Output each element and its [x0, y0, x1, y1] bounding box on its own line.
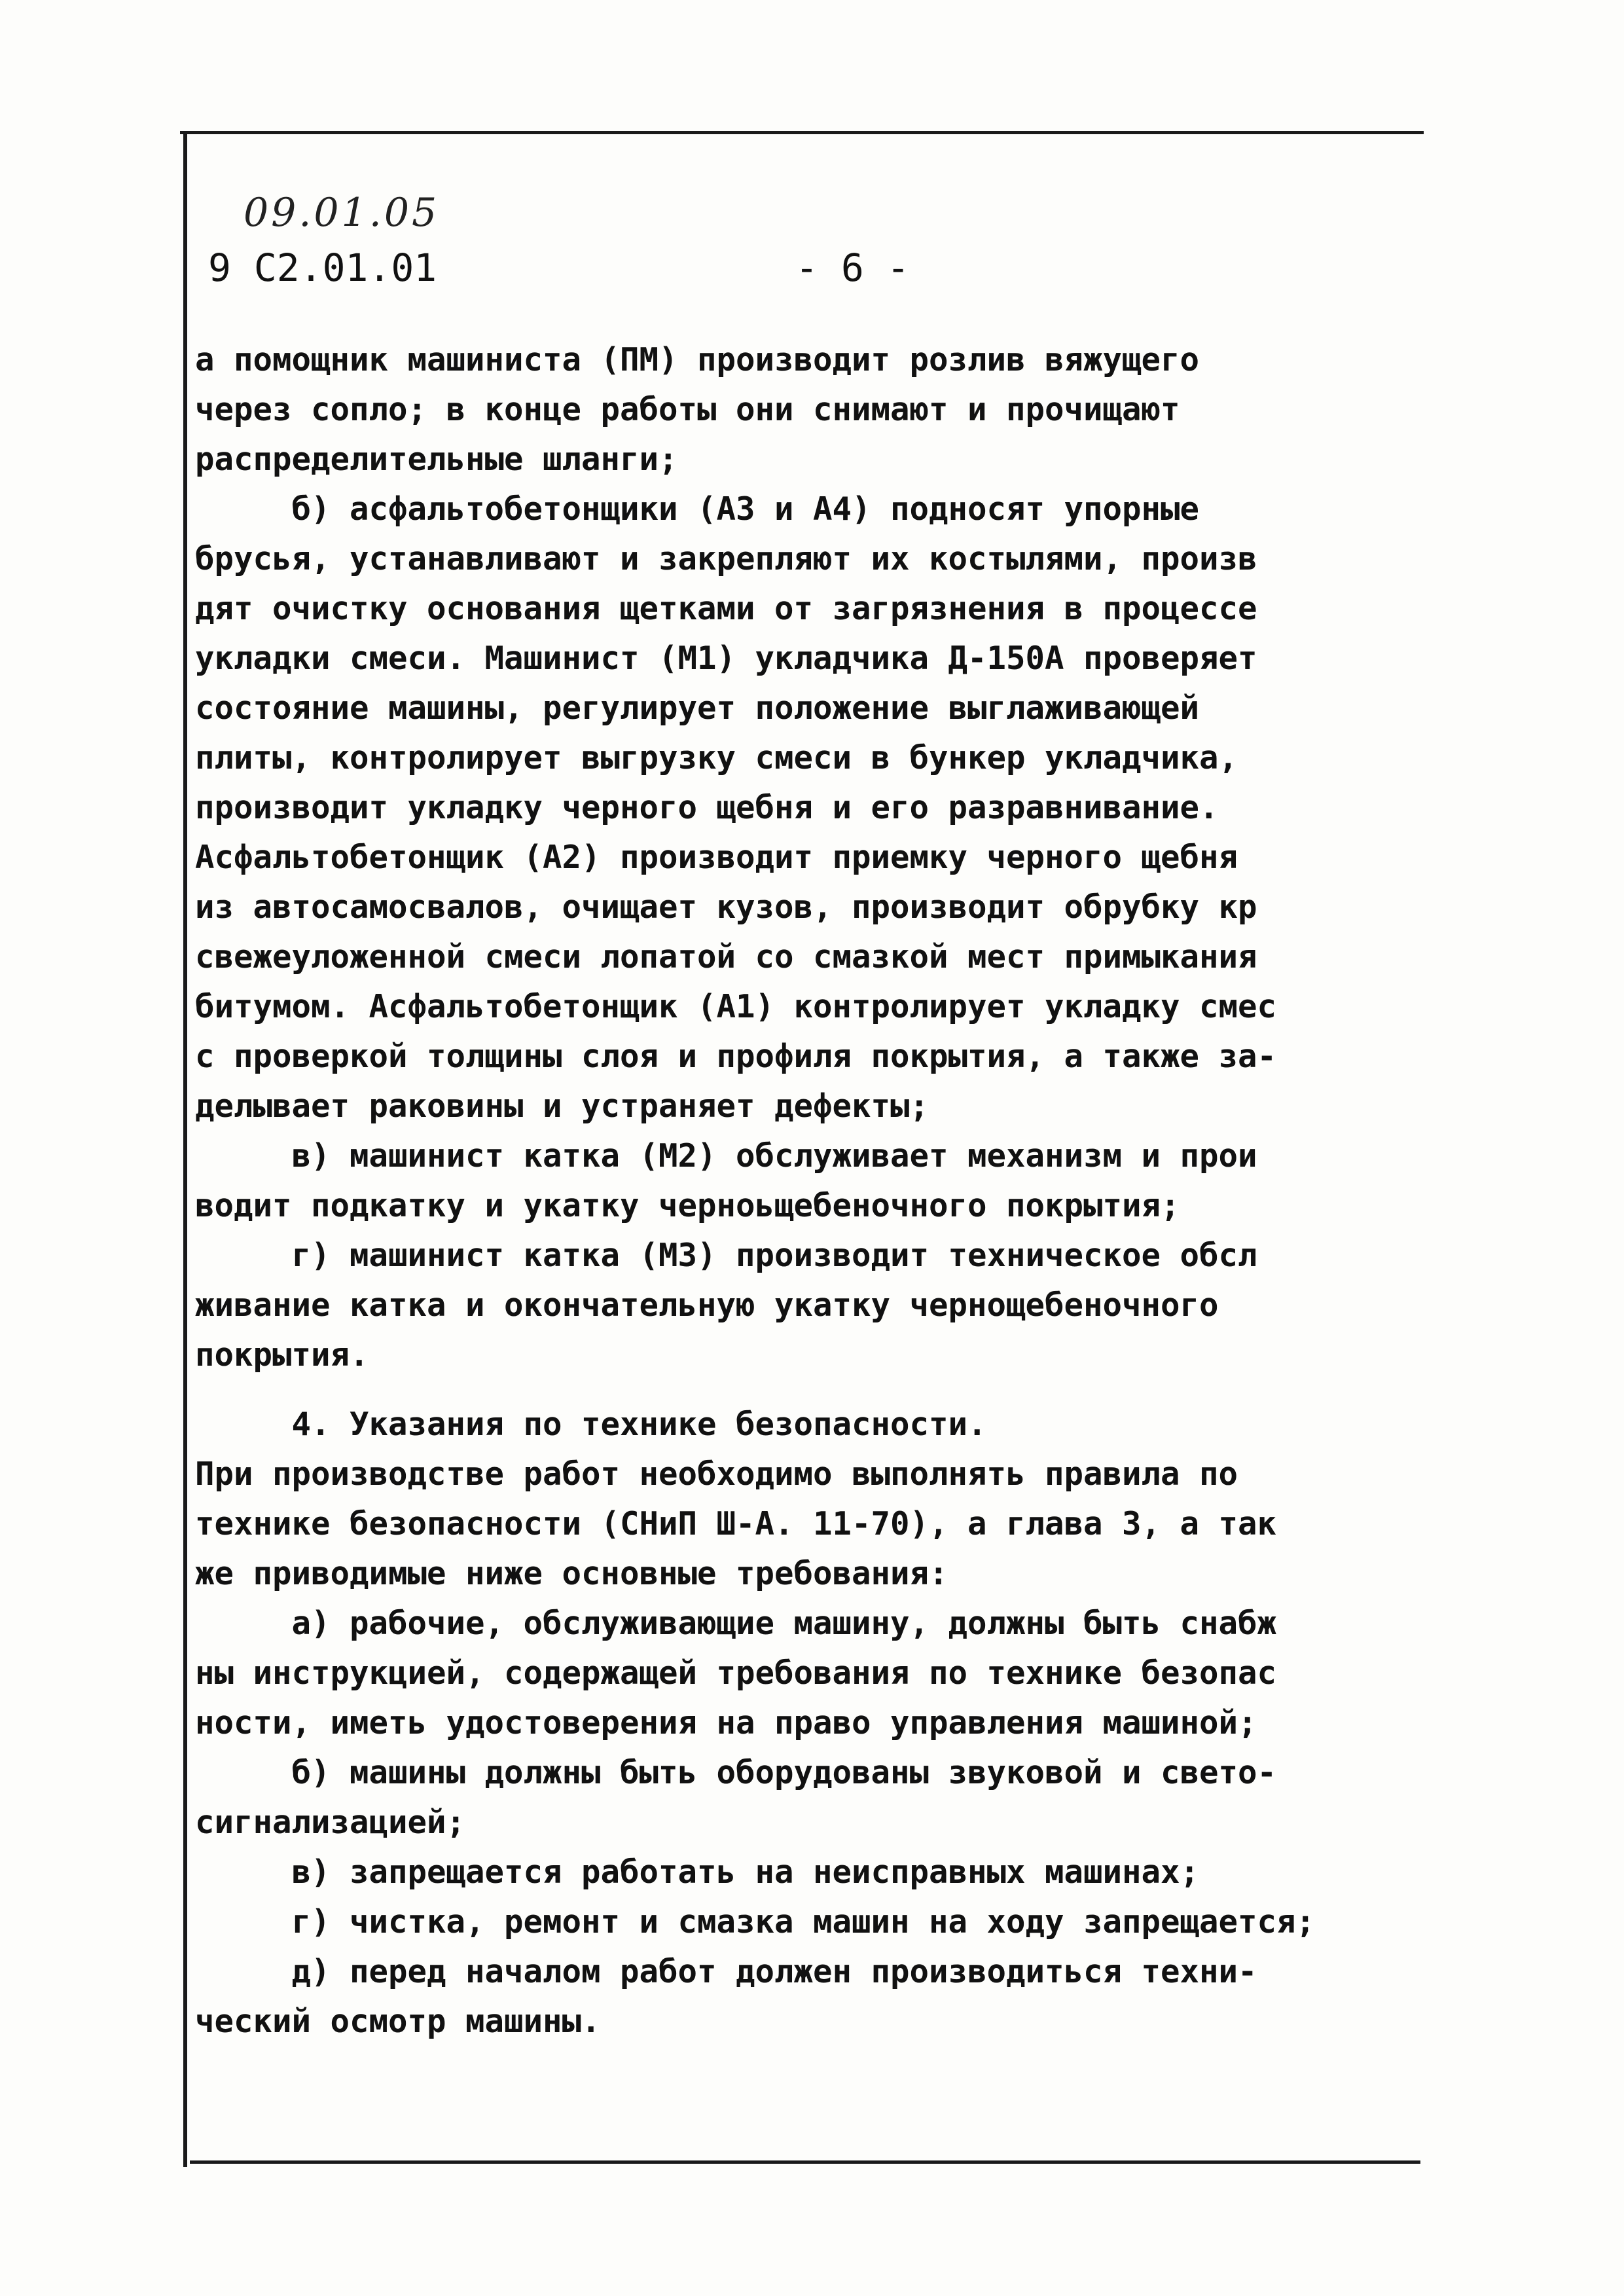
text-line: ны инструкцией, содержащей требования по технике безопас	[195, 1654, 1277, 1692]
text-line: битумом. Асфальтобетонщик (А1) контролирует укладку смес	[195, 988, 1277, 1025]
text-line: а помощник машиниста (ПМ) производит розлив вяжущего	[195, 341, 1200, 378]
text-line: технике безопасности (СНиП Ш-А. 11-70), а глава 3, а так	[195, 1505, 1277, 1542]
text-line: же приводимые ниже основные требования:	[195, 1555, 948, 1592]
text-line: д) перед началом работ должен производиться техни-	[195, 1953, 1257, 1990]
text-line: брусья, устанавливают и закрепляют их костылями, произв	[195, 540, 1257, 577]
text-line: б) асфальтобетонщики (А3 и А4) подносят упорные	[195, 490, 1200, 528]
text-line: в) запрещается работать на неисправных машинах;	[195, 1853, 1200, 1891]
text-line: в) машинист катка (М2) обслуживает механизм и прои	[195, 1137, 1257, 1175]
text-line: ности, иметь удостоверения на право управления машиной;	[195, 1704, 1257, 1741]
text-line: плиты, контролирует выгрузку смеси в бункер укладчика,	[195, 739, 1238, 776]
text-line: Асфальтобетонщик (А2) производит приемку черного щебня	[195, 839, 1238, 876]
handwritten-code: 09.01.05	[244, 190, 440, 236]
text-line: производит укладку черного щебня и его разравнивание.	[195, 789, 1219, 826]
text-line: свежеуложенной смеси лопатой со смазкой мест примыкания	[195, 938, 1257, 975]
frame-top-border	[180, 131, 1424, 134]
text-line: живание катка и окончательную укатку чернощебеночного	[195, 1286, 1219, 1324]
document-number: 9 С2.01.01	[208, 246, 437, 290]
text-line: состояние машины, регулирует положение выглаживающей	[195, 689, 1200, 727]
section-heading: 4. Указания по технике безопасности.	[195, 1406, 987, 1443]
text-line: укладки смеси. Машинист (М1) укладчика Д-150А проверяет	[195, 640, 1257, 677]
text-line: дят очистку основания щетками от загрязнения в процессе	[195, 590, 1257, 627]
text-line: г) машинист катка (М3) производит техническое обсл	[195, 1237, 1257, 1274]
text-line: из автосамосвалов, очищает кузов, производит обрубку кр	[195, 888, 1257, 926]
text-line: б) машины должны быть оборудованы звуковой и свето-	[195, 1754, 1277, 1791]
text-line: а) рабочие, обслуживающие машину, должны быть снабж	[195, 1605, 1277, 1642]
text-line: г) чистка, ремонт и смазка машин на ходу запрещается;	[195, 1903, 1316, 1941]
text-line: распределительные шланги;	[195, 441, 678, 478]
frame-bottom-border	[190, 2160, 1420, 2164]
text-line: ческий осмотр машины.	[195, 2003, 601, 2040]
text-line: водит подкатку и укатку черноьщебеночного покрытия;	[195, 1187, 1180, 1224]
text-line: покрытия.	[195, 1336, 369, 1374]
text-line: через сопло; в конце работы они снимают и прочищают	[195, 391, 1180, 428]
frame-left-border	[183, 131, 187, 2167]
page-number: - 6 -	[795, 246, 910, 290]
body-text	[195, 335, 1426, 2047]
section-gap	[195, 1380, 1426, 1400]
text-line: сигнализацией;	[195, 1804, 466, 1841]
text-line: с проверкой толщины слоя и профиля покрытия, а также за-	[195, 1038, 1277, 1075]
text-line: При производстве работ необходимо выполнять правила по	[195, 1455, 1238, 1493]
text-line: делывает раковины и устраняет дефекты;	[195, 1087, 929, 1125]
